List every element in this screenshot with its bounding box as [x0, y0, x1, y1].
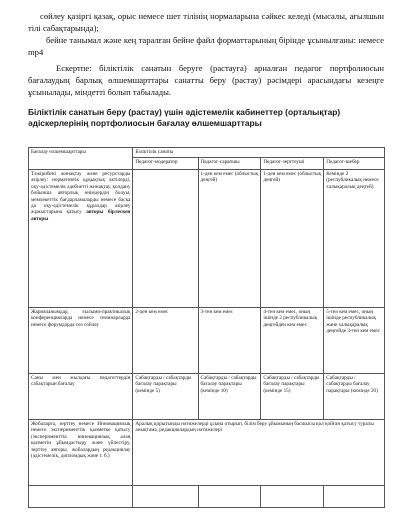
criterion-text: Тәжірибені жинақтау және ресурстарды әзірлеу: нормативтік құқықтық актілерді, оқу-әдістемелік әдебиетті жинақтау, қолдану бойынша авторлық өнімдердің болуы, мемлекеттік бағдарламаларды немесе басқа да оқу-әдістемелік құралдар әзірлеу жұмыстарына қатысу	[31, 171, 131, 216]
table-row	[29, 308, 385, 374]
criteria-table	[28, 147, 385, 508]
value-cell: 2-ден кем емес	[133, 308, 198, 374]
value-cell: Сабақтарды / сабақтарды бағалау парақтары (кемінде 5)	[133, 374, 198, 420]
header-category: Педагог-модератор	[133, 158, 198, 170]
value-cell: 5-тен кем емес, оның ішінде республикалық және халықаралық деңгейде 3-тен кем емес	[324, 308, 385, 374]
criterion-cell: Саны мен жылдағы педагогтердің сабақтарын бағалау	[29, 374, 133, 420]
header-category: Педагог-зерттеуші	[261, 158, 324, 170]
value-cell: 4-тен кем емес, оның ішінде 2 республикалық деңгейден кем емес	[261, 308, 324, 374]
section-heading: Біліктілік санатын беру (растау) үшін әдістемелік кабинеттер (орталықтар) әдіскерлерінің портфолиосын бағалау өлшемшарттары	[28, 107, 341, 128]
table-row	[29, 374, 385, 420]
table-row	[29, 170, 385, 308]
header-category: Педагог-сарапшы	[198, 158, 261, 170]
criterion-cell: Жарияланымдар, ғылыми-практикалық конференцияларда немесе семинарларда немесе форумдарда сөз сөйлеу	[29, 308, 133, 374]
table-row	[29, 420, 385, 486]
value-cell	[324, 486, 385, 508]
value-cell: Кемінде 2 (республикалық немесе халықаралық деңгей)	[324, 170, 385, 308]
header-category-group: Біліктілік санаты	[133, 148, 385, 158]
value-cell: 1-ден кем емес (облыстық деңгей)	[198, 170, 261, 308]
paragraph-note: Ескертпе: біліктілік санатын беруге (растауға) арналған педагог портфолиосын бағалаудың барлық өлшемшарттары санатты беру (растау) рәсімдері арасындағы кезеңге ұсынылады, міндетті болып табылады.	[28, 63, 384, 97]
paragraph-speech-norms: сөйлеу қазіргі қазақ, орыс немесе шет тілінің нормаларына сәйкес келеді (мысалы, ағылшын тілі сабақтарында);	[28, 11, 384, 33]
criterion-cell	[29, 170, 133, 308]
table-row	[29, 486, 385, 508]
header-criteria: Бағалау өлшемшарттары	[29, 148, 133, 170]
value-cell: 3-тен кем емес	[198, 308, 261, 374]
value-cell: Сабақтарды / сабақтарды бағалау парақтары (кемінде 10)	[198, 374, 261, 420]
criterion-cell: Жобаларға, зерттеу немесе Инновациялық немесе эксперименттік қызметке қатысу (эксперименттік инновациялық алаң қызметін ұйымдастыру және үйлестіру, зерттеу авторы, жобалардың редакциялау (әдістемелік, дипломдық және т. б.)	[29, 420, 133, 486]
paragraph-video-format: бейне танымал және кең таралған бейне файл форматтарының бірінде ұсынылғаны: немесе mp4	[28, 35, 384, 57]
value-cell	[261, 486, 324, 508]
value-cell: Сабақтарды / сабақтарды бағалау парақтары (кемінде 15)	[261, 374, 324, 420]
criterion-cell	[29, 486, 133, 508]
value-cell	[133, 170, 198, 308]
value-cell: 1-ден кем емес (облыстық деңгей)	[261, 170, 324, 308]
header-category: Педагог-шебер	[324, 158, 385, 170]
merged-value-cell: Аралық қорытынды нәтижелерді ұсына отырып, білім беру ұйымының басшысы қол қойған қатысу туралы анықтама, редакциялардың нәтижелері	[133, 420, 385, 486]
value-cell: Сабақтарды / сабақтарды бағалау парақтары (кемінде 20)	[324, 374, 385, 420]
value-cell	[133, 486, 198, 508]
value-cell	[198, 486, 261, 508]
criterion-bold-text: авторы бірлескен авторы	[31, 209, 131, 222]
